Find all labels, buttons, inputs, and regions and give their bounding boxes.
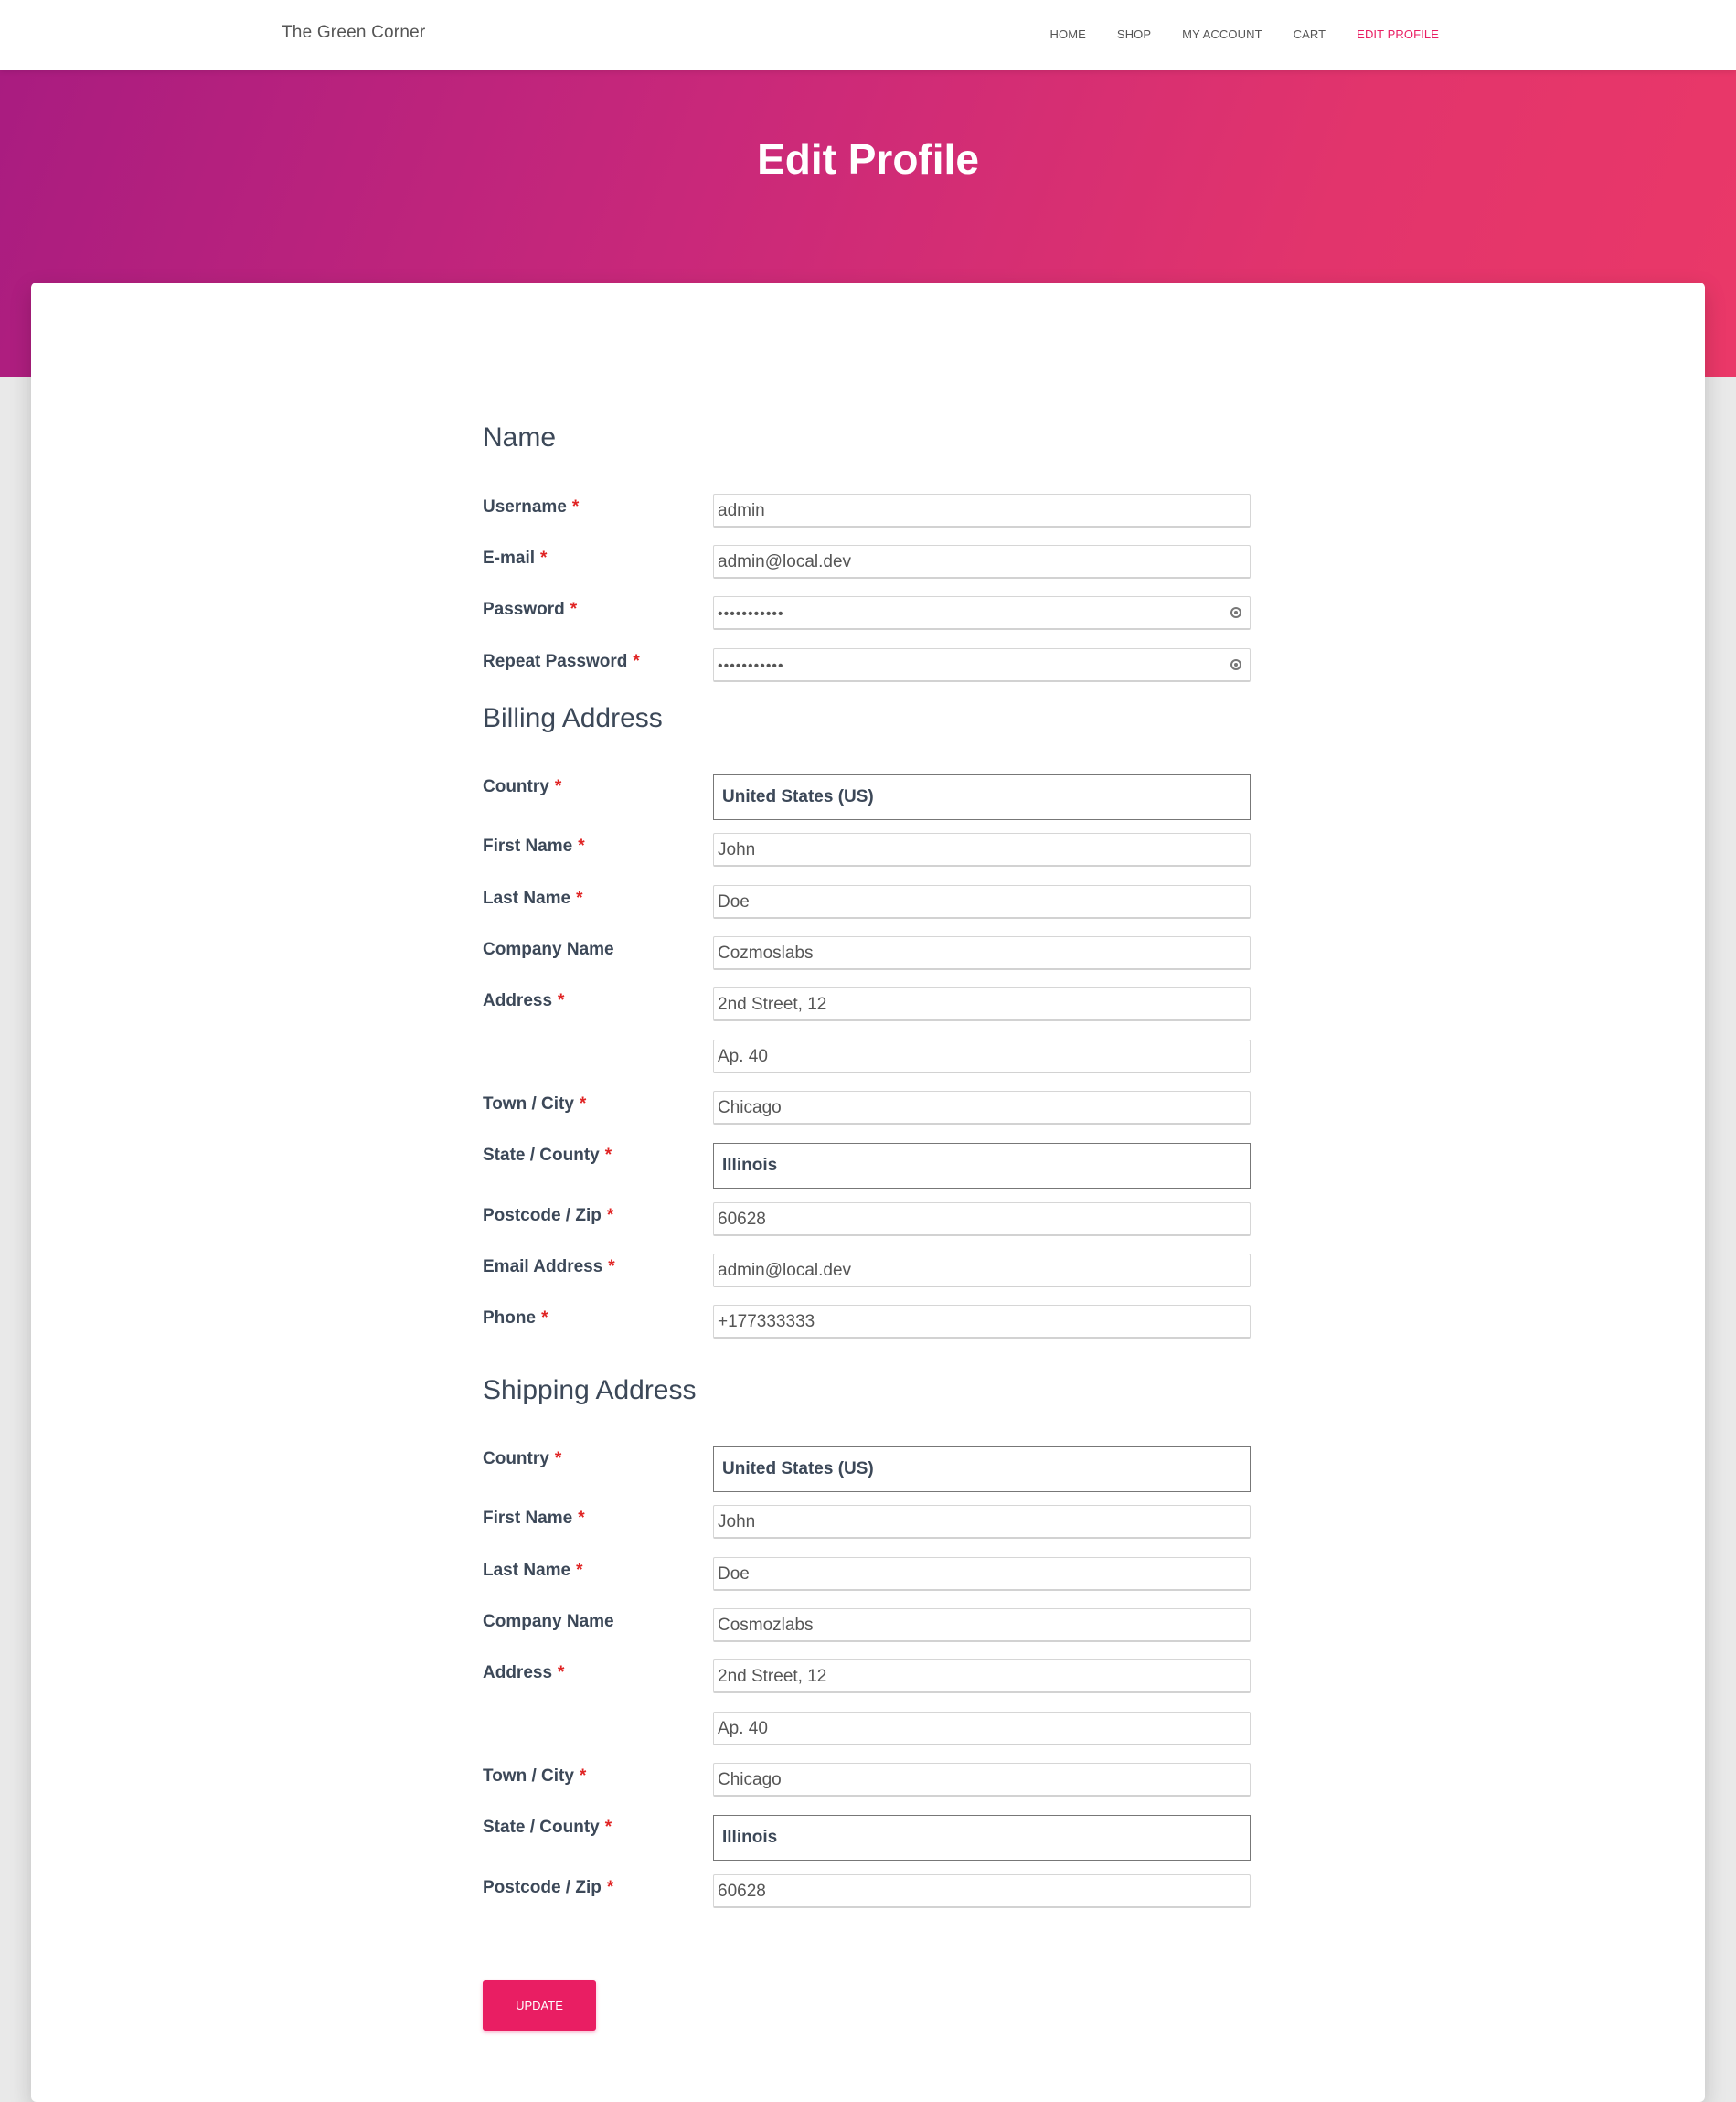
billing-state-label: State / County * [483,1146,612,1165]
email-label: E-mail * [483,549,548,568]
username-label: Username * [483,497,580,517]
required-marker: * [576,1561,583,1580]
billing-last-name-input[interactable]: Doe [713,885,1251,919]
shipping-address-label: Address * [483,1663,565,1682]
username-input[interactable]: admin [713,494,1251,528]
shipping-state-select[interactable]: Illinois [713,1815,1251,1861]
billing-postcode-input[interactable]: 60628 [713,1202,1251,1236]
required-marker: * [579,1766,587,1786]
required-marker: * [633,652,640,671]
password-label: Password * [483,600,578,619]
billing-city-label: Town / City * [483,1094,587,1114]
email-input[interactable]: admin@local.dev [713,545,1251,579]
required-marker: * [608,1257,615,1276]
site-brand[interactable]: The Green Corner [282,23,426,42]
billing-phone-input[interactable]: +177333333 [713,1305,1251,1339]
section-title-billing: Billing Address [483,703,663,733]
edit-profile-card [31,283,1705,2102]
shipping-first-name-input[interactable]: John [713,1505,1251,1539]
section-title-shipping: Shipping Address [483,1375,697,1405]
billing-company-input[interactable]: Cozmoslabs [713,936,1251,970]
billing-last-name-label: Last Name * [483,889,583,908]
required-marker: * [570,600,578,619]
main-menu [1050,27,1439,41]
shipping-address-input[interactable]: 2nd Street, 12 [713,1659,1251,1693]
shipping-postcode-input[interactable]: 60628 [713,1874,1251,1908]
shipping-city-label: Town / City * [483,1766,587,1786]
required-marker: * [554,1449,562,1468]
required-marker: * [604,1146,612,1165]
billing-country-label: Country * [483,777,562,796]
top-navbar [0,0,1736,70]
billing-state-select[interactable]: Illinois [713,1143,1251,1189]
billing-phone-label: Phone * [483,1308,548,1328]
shipping-state-label: State / County * [483,1818,612,1837]
required-marker: * [541,1308,548,1328]
required-marker: * [558,991,565,1010]
billing-address-label: Address * [483,991,565,1010]
shipping-city-input[interactable]: Chicago [713,1763,1251,1797]
shipping-country-label: Country * [483,1449,562,1468]
shipping-last-name-input[interactable]: Doe [713,1557,1251,1591]
required-marker: * [579,1094,587,1114]
show-password-icon[interactable] [1230,607,1241,618]
nav-item-home[interactable]: HOME [1049,27,1086,41]
billing-city-input[interactable]: Chicago [713,1091,1251,1125]
shipping-company-input[interactable]: Cosmozlabs [713,1608,1251,1642]
required-marker: * [554,777,562,796]
shipping-last-name-label: Last Name * [483,1561,583,1580]
update-button[interactable]: UPDATE [483,1980,596,2031]
password-input[interactable]: ••••••••••• [713,596,1251,630]
required-marker: * [578,1509,585,1528]
page-title: Edit Profile [757,135,979,183]
billing-company-label: Company Name [483,940,614,959]
shipping-company-label: Company Name [483,1612,614,1631]
required-marker: * [606,1206,614,1225]
billing-first-name-label: First Name * [483,837,585,856]
required-marker: * [558,1663,565,1682]
billing-country-select[interactable]: United States (US) [713,774,1251,820]
shipping-postcode-label: Postcode / Zip * [483,1878,614,1897]
billing-first-name-input[interactable]: John [713,833,1251,867]
required-marker: * [606,1878,614,1897]
required-marker: * [576,889,583,908]
section-title-name: Name [483,422,557,453]
nav-item-edit-profile[interactable]: EDIT PROFILE [1357,27,1439,41]
required-marker: * [604,1818,612,1837]
billing-address-2-input[interactable]: Ap. 40 [713,1040,1251,1073]
billing-email-label: Email Address * [483,1257,615,1276]
nav-item-shop[interactable]: SHOP [1116,27,1152,41]
shipping-first-name-label: First Name * [483,1509,585,1528]
required-marker: * [571,497,580,517]
repeat-password-input[interactable]: ••••••••••• [713,648,1251,682]
required-marker: * [540,549,548,568]
repeat-password-label: Repeat Password * [483,652,640,671]
show-password-icon[interactable] [1230,659,1241,670]
shipping-country-select[interactable]: United States (US) [713,1446,1251,1492]
nav-item-cart[interactable]: CART [1293,27,1326,41]
billing-postcode-label: Postcode / Zip * [483,1206,614,1225]
required-marker: * [578,837,585,856]
billing-email-input[interactable]: admin@local.dev [713,1254,1251,1287]
nav-item-my-account[interactable]: MY ACCOUNT [1182,27,1262,41]
shipping-address-2-input[interactable]: Ap. 40 [713,1712,1251,1745]
billing-address-input[interactable]: 2nd Street, 12 [713,987,1251,1021]
